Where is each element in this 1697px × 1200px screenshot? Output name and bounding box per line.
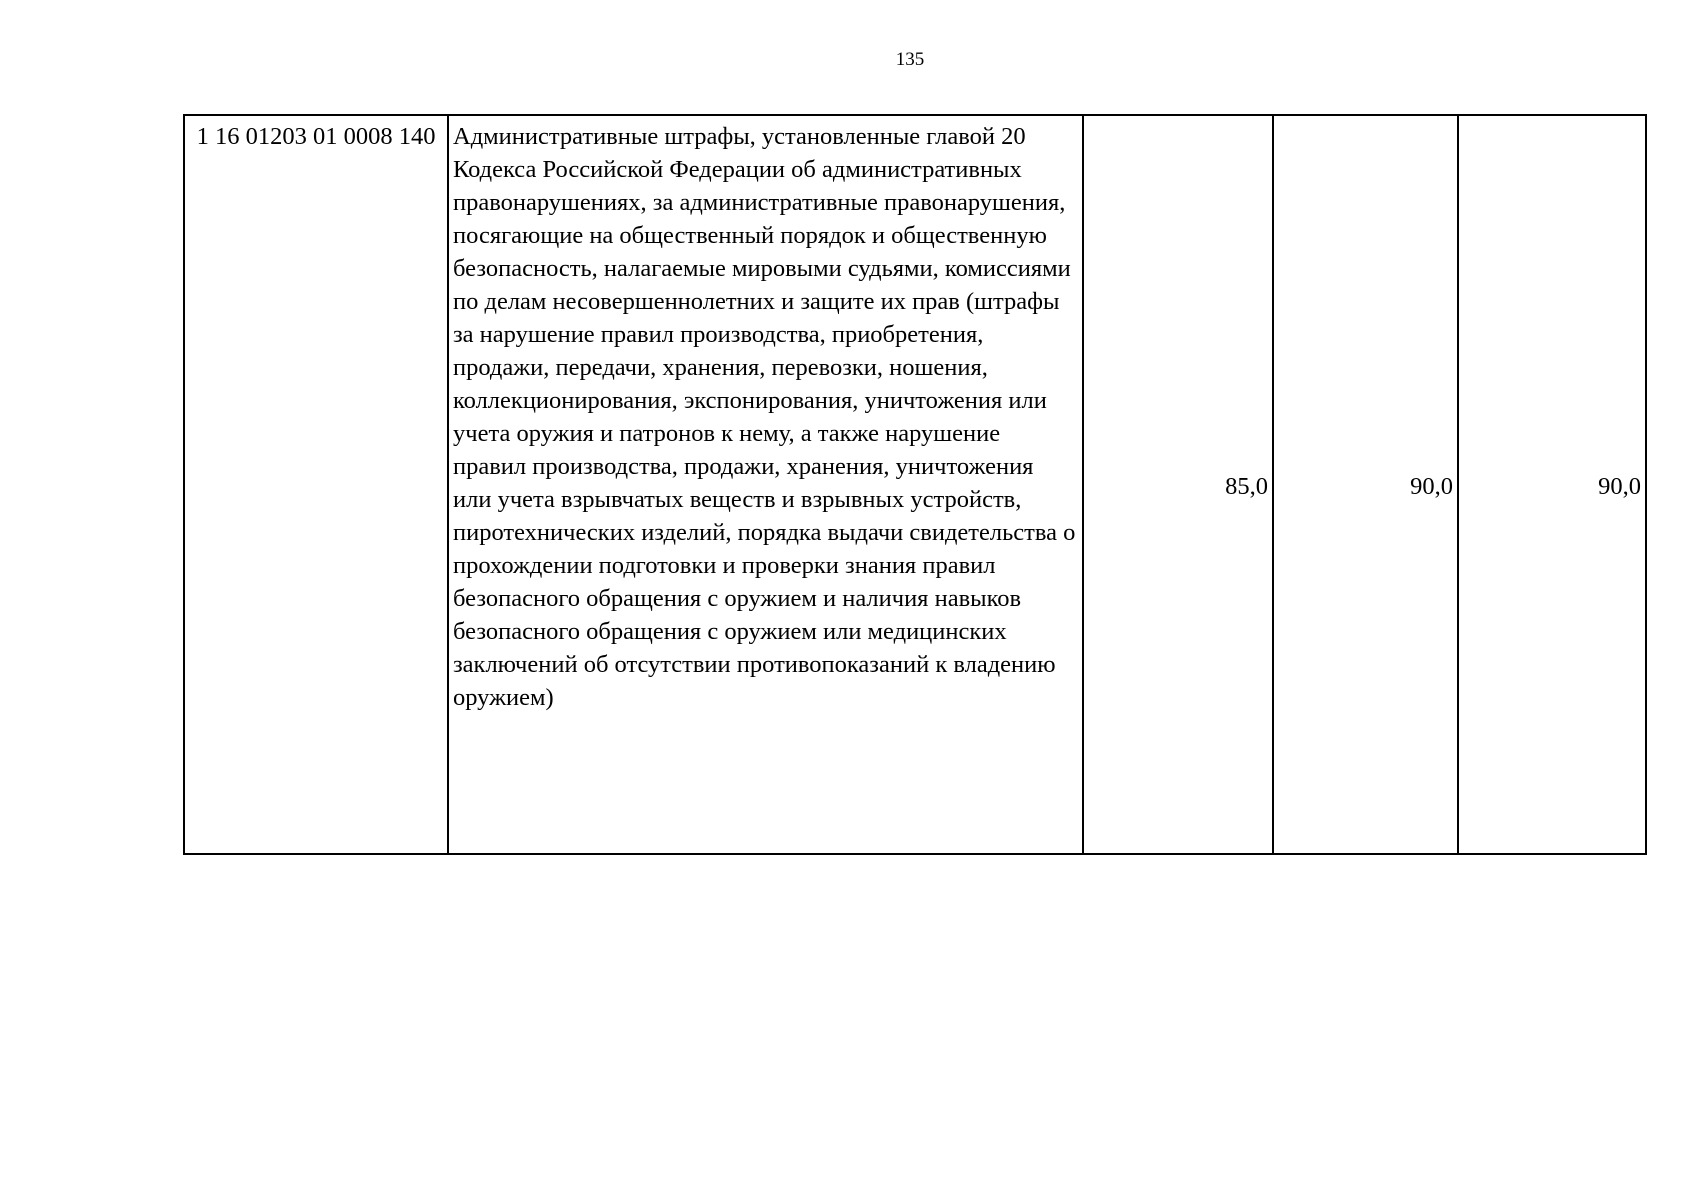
amount-year-2: 90,0: [1273, 115, 1458, 854]
income-description: Административные штрафы, установленные главой 20 Кодекса Российской Федерации об административных правонарушениях, за административные правонарушения, посягающие на общественный порядок и общественную безопасность, налагаемые мировыми судьями, комиссиями по делам несовершеннолетних и защите их прав (штрафы за нарушение правил производства, приобретения, продажи, передачи, хранения, перевозки, ношения, коллекционирования, экспонирования, уничтожения или учета оружия и патронов к нему, а также нарушение правил производства, продажи, хранения, уничтожения или учета взрывчатых веществ и взрывных устройств, пиротехнических изделий, порядка выдачи свидетельства о прохождении подготовки и проверки знания правил безопасного обращения с оружием и наличия навыков безопасного обращения с оружием или медицинских заключений об отсутствии противопоказаний к владению оружием): [448, 115, 1083, 854]
budget-table: [183, 114, 1647, 855]
budget-classification-code: 1 16 01203 01 0008 140: [184, 115, 448, 854]
amount-year-3: 90,0: [1458, 115, 1646, 854]
table-row: [184, 115, 1646, 854]
page-number: 135: [895, 49, 925, 70]
amount-year-1: 85,0: [1083, 115, 1273, 854]
